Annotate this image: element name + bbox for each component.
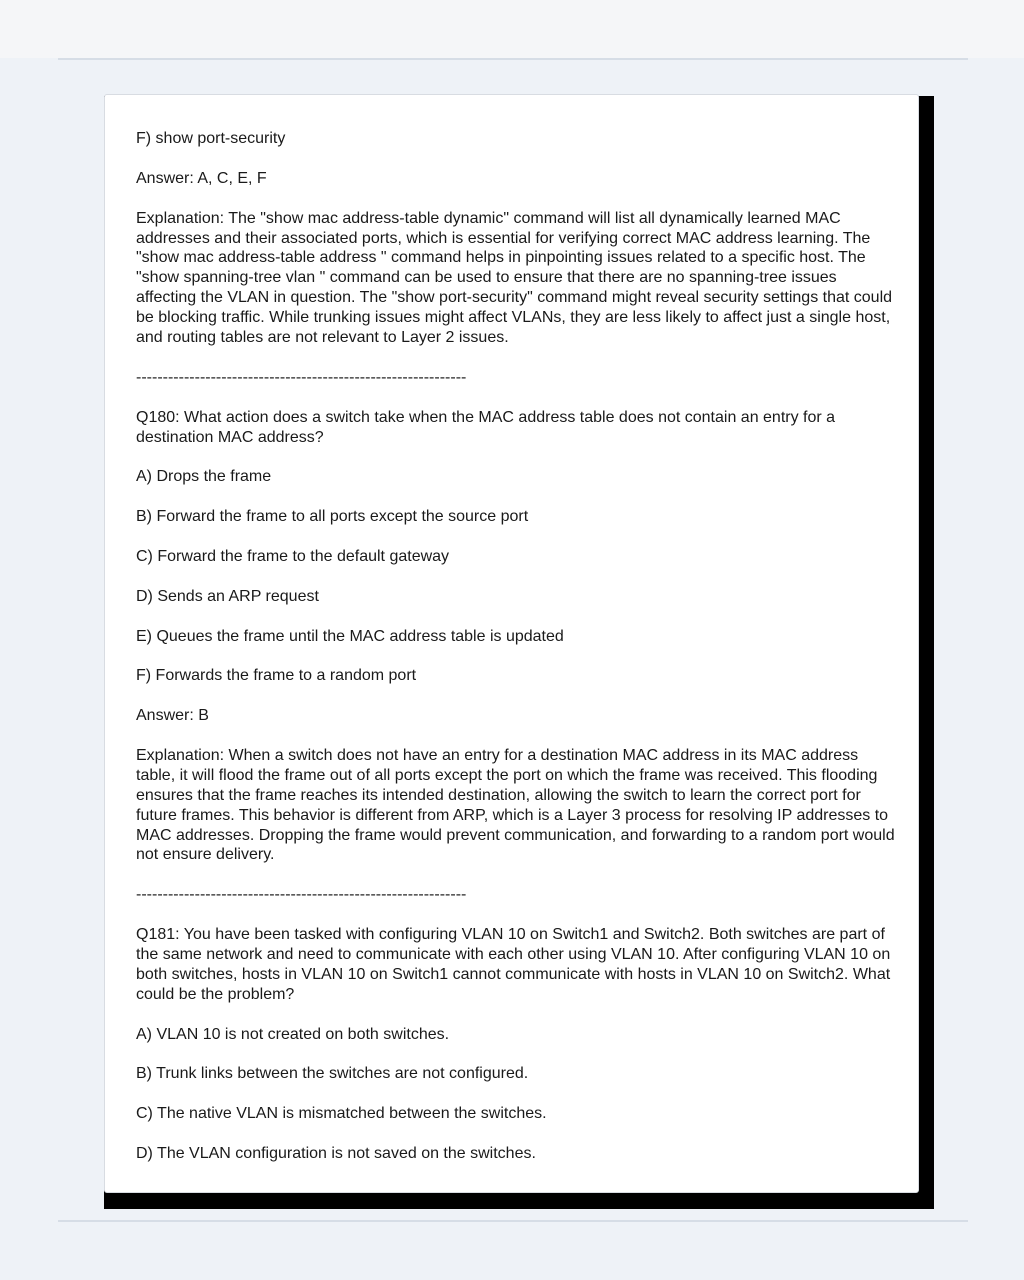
answer-prev: Answer: A, C, E, F [136, 169, 267, 187]
q180-option-d: D) Sends an ARP request [136, 587, 319, 605]
q181-option-c: C) The native VLAN is mismatched between the switches. [136, 1105, 547, 1123]
question-q180: Q180: What action does a switch take when the MAC address table does not contain an entry for a destination MAC address? [136, 408, 840, 446]
explanation-prev: Explanation: The "show mac address-table dynamic" command will list all dynamically learned MAC addresses and their associated ports, which is essential for verifying correct MAC address learning. The "show mac address-table address " command helps in pinpointing issues related to a specific host. The "show spanning-tree vlan " command can be used to ensure that there are no spanning-tree issues affecting the VLAN in question. The "show port-security" command might reveal security settings that could be blocking traffic. While trunking issues might affect VLANs, they are less likely to affect just a single host, and routing tables are not relevant to Layer 2 issues. [136, 209, 897, 347]
question-q181: Q181: You have been tasked with configuring VLAN 10 on Switch1 and Switch2. Both switches are part of the same network and need to communicate with each other using VLAN 10. After configuring VLAN 10 on both switches, hosts in VLAN 10 on Switch1 cannot communicate with hosts in VLAN 10 on Switch2. What could be the problem? [136, 926, 895, 1003]
q180-option-c: C) Forward the frame to the default gateway [136, 547, 450, 565]
q181-option-d: D) The VLAN configuration is not saved on the switches. [136, 1144, 536, 1162]
viewer-top-band [0, 0, 1024, 58]
separator: -------------------------------------------------------------- [136, 368, 467, 386]
option-f-prev: F) show port-security [136, 130, 286, 147]
q180-answer: Answer: B [136, 707, 209, 725]
top-divider [58, 58, 968, 60]
q180-option-a: A) Drops the frame [136, 468, 272, 486]
separator: -------------------------------------------------------------- [136, 886, 467, 904]
q181-option-a: A) VLAN 10 is not created on both switches. [136, 1025, 450, 1043]
page-content [136, 129, 900, 1184]
q181-option-b: B) Trunk links between the switches are not configured. [136, 1065, 529, 1083]
document-page [104, 94, 919, 1193]
bottom-divider [58, 1220, 968, 1222]
q180-explanation: Explanation: When a switch does not have an entry for a destination MAC address in its MAC address table, it will flood the frame out of all ports except the port on which the frame was received. This flooding ensures that the frame reaches its intended destination, allowing the switch to learn the correct port for future frames. This behavior is different from ARP, which is a Layer 3 process for resolving IP addresses to MAC addresses. Dropping the frame would prevent communication, and forwarding to a random port would not ensure delivery. [136, 746, 900, 864]
q180-option-b: B) Forward the frame to all ports except the source port [136, 508, 529, 526]
q180-option-f: F) Forwards the frame to a random port [136, 667, 417, 685]
q180-option-e: E) Queues the frame until the MAC address table is updated [136, 627, 564, 645]
